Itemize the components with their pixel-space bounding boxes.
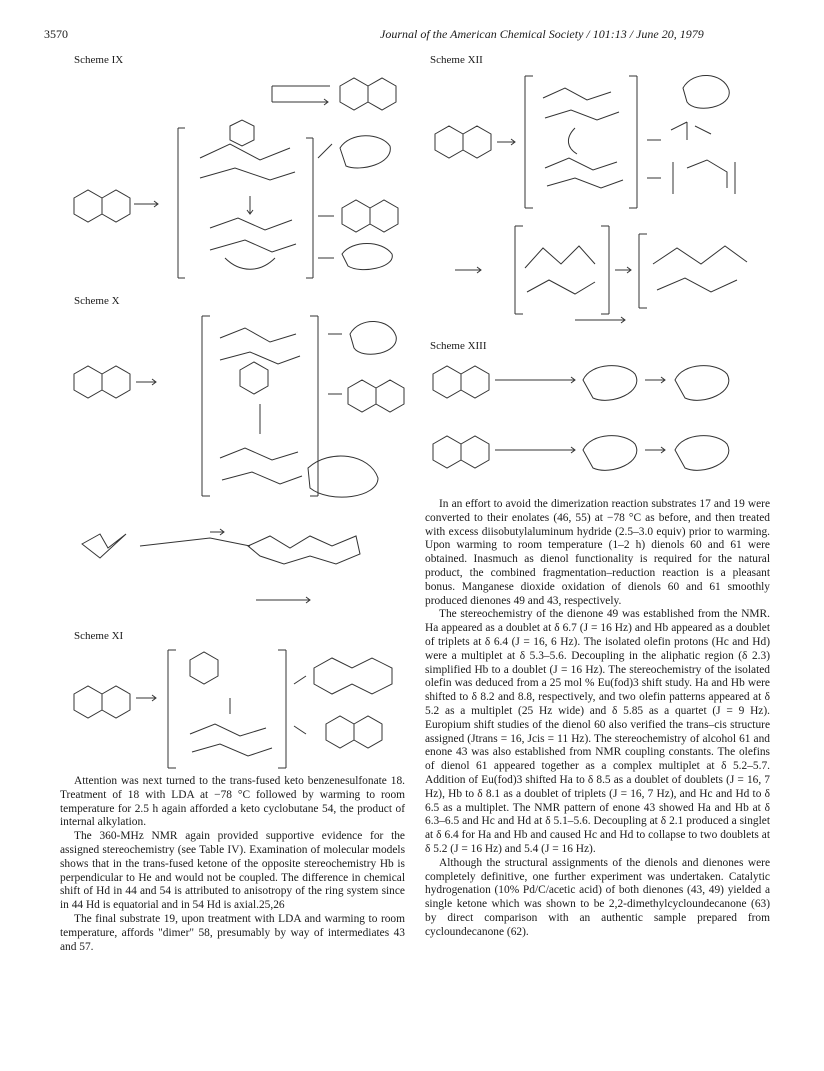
paragraph: The final substrate 19, upon treatment with LDA and warming to room temperature, affords "dimer" 58, presumably by way of intermediates 43 and 57. <box>60 912 405 953</box>
scheme-xii-label: Scheme XII <box>430 54 483 66</box>
left-column-text <box>60 775 405 954</box>
paragraph: The 360-MHz NMR again provided supportive evidence for the assigned stereochemistry (see Table IV). Examination of molecular models shows that in the trans-fused ketone of the opposite stereochemistry Hb is perpendicular to He and would not be coupled. The difference in chemical shift of Hd in 44 and 54 is attributed to anisotropy of the ring system since in 44 Hd is equatorial and in 54 Hd is axial.25,26 <box>60 830 405 912</box>
scheme-xiii-structure-drawing <box>425 352 770 490</box>
scheme-x-structure-drawing <box>60 308 405 620</box>
scheme-x-label: Scheme X <box>74 295 120 307</box>
right-column-text <box>425 498 770 940</box>
paragraph: Attention was next turned to the trans-fused keto benzenesulfonate 18. Treatment of 18 with LDA at −78 °C followed by warming to room temperature for 2.5 h again afforded a keto cyclobutane 54, the product of internal alkylation. <box>60 775 405 829</box>
scheme-xi-structure-drawing <box>60 628 405 770</box>
scheme-xii-structure-drawing <box>425 68 770 330</box>
scheme-ix-structure-drawing <box>60 68 405 286</box>
scheme-xi-label: Scheme XI <box>74 630 124 642</box>
paragraph: The stereochemistry of the dienone 49 was established from the NMR. Ha appeared as a doublet at δ 6.7 (J = 16 Hz) and Hb appeared as a doublet of triplets at δ 6.4 (J = 16, 6 Hz). The isolated olefin protons (Hc and Hd) were a multiplet at δ 5.3–5.6. Decoupling in the aliphatic region (δ 2.3) simplified Hb to a doublet (J = 16 Hz). The stereochemistry of the isolated olefin was deduced from a 25 mol % Eu(fod)3 shift study. Ha and Hb were shifted to δ 8.2 and 8.8, respectively, and two olefin patterns appeared at δ 5.2 as a multiplet (25 Hz wide) and δ 5.85 as a quartet (J = 9 Hz). Europium shift studies of the dienol 60 also verified the trans–cis structure assigned (Jtrans = 16, Jcis = 11 Hz). The stereochemistry of alcohol 61 and enone 43 was also established from NMR coupling constants. The olefins of dienol 61 appeared together as a complex multiplet at δ 5.2–5.7. Addition of Eu(fod)3 shifted Ha to δ 8.5 as a doublet of doublets (J = 16, 7 Hz), Hb to δ 8.1 as a doublet of triplets (J = 16, 7 Hz), and Hc and Hd to δ 6.5 as a multiplet. The NMR pattern of enone 43 showed Ha and Hb at δ 6.3–6.5 and Hc and Hd at δ 5.1–5.6. Decoupling at δ 2.1 produced a singlet at δ 6.4 for Ha and Hb and caused Hc and Hd to collapse to two doublets at δ 5.2 (J = 16 Hz) and 5.4 (J = 16 Hz). <box>425 608 770 855</box>
paragraph: In an effort to avoid the dimerization reaction substrates 17 and 19 were converted to their enolates (46, 55) at −78 °C as before, and then treated with excess diisobutylaluminum hydride (2.5–3.0 equiv) prior to warming. Upon warming to room temperature (1–2 h) dienols 60 and 61 were obtained. Inasmuch as dienol functionality is required for the natural product, the combined fragmentation–reduction reaction is a pleasant bonus. Manganese dioxide oxidation of dienols 60 and 61 smoothly produced dienones 49 and 43, respectively. <box>425 498 770 607</box>
running-header: Journal of the American Chemical Society / 101:13 / June 20, 1979 <box>380 27 704 41</box>
paragraph: Although the structural assignments of the dienols and dienones were completely definitive, one further experiment was undertaken. Catalytic hydrogenation (10% Pd/C/acetic acid) of both dienones (43, 49) yielded a single ketone which was shown to be 2,2-dimethylcycloundecanone (63) by direct comparison with an authentic sample prepared from cycloundecanone (62). <box>425 856 770 938</box>
scheme-ix-label: Scheme IX <box>74 54 124 66</box>
scheme-xiii-label: Scheme XIII <box>430 340 487 352</box>
page-number: 3570 <box>44 27 68 41</box>
